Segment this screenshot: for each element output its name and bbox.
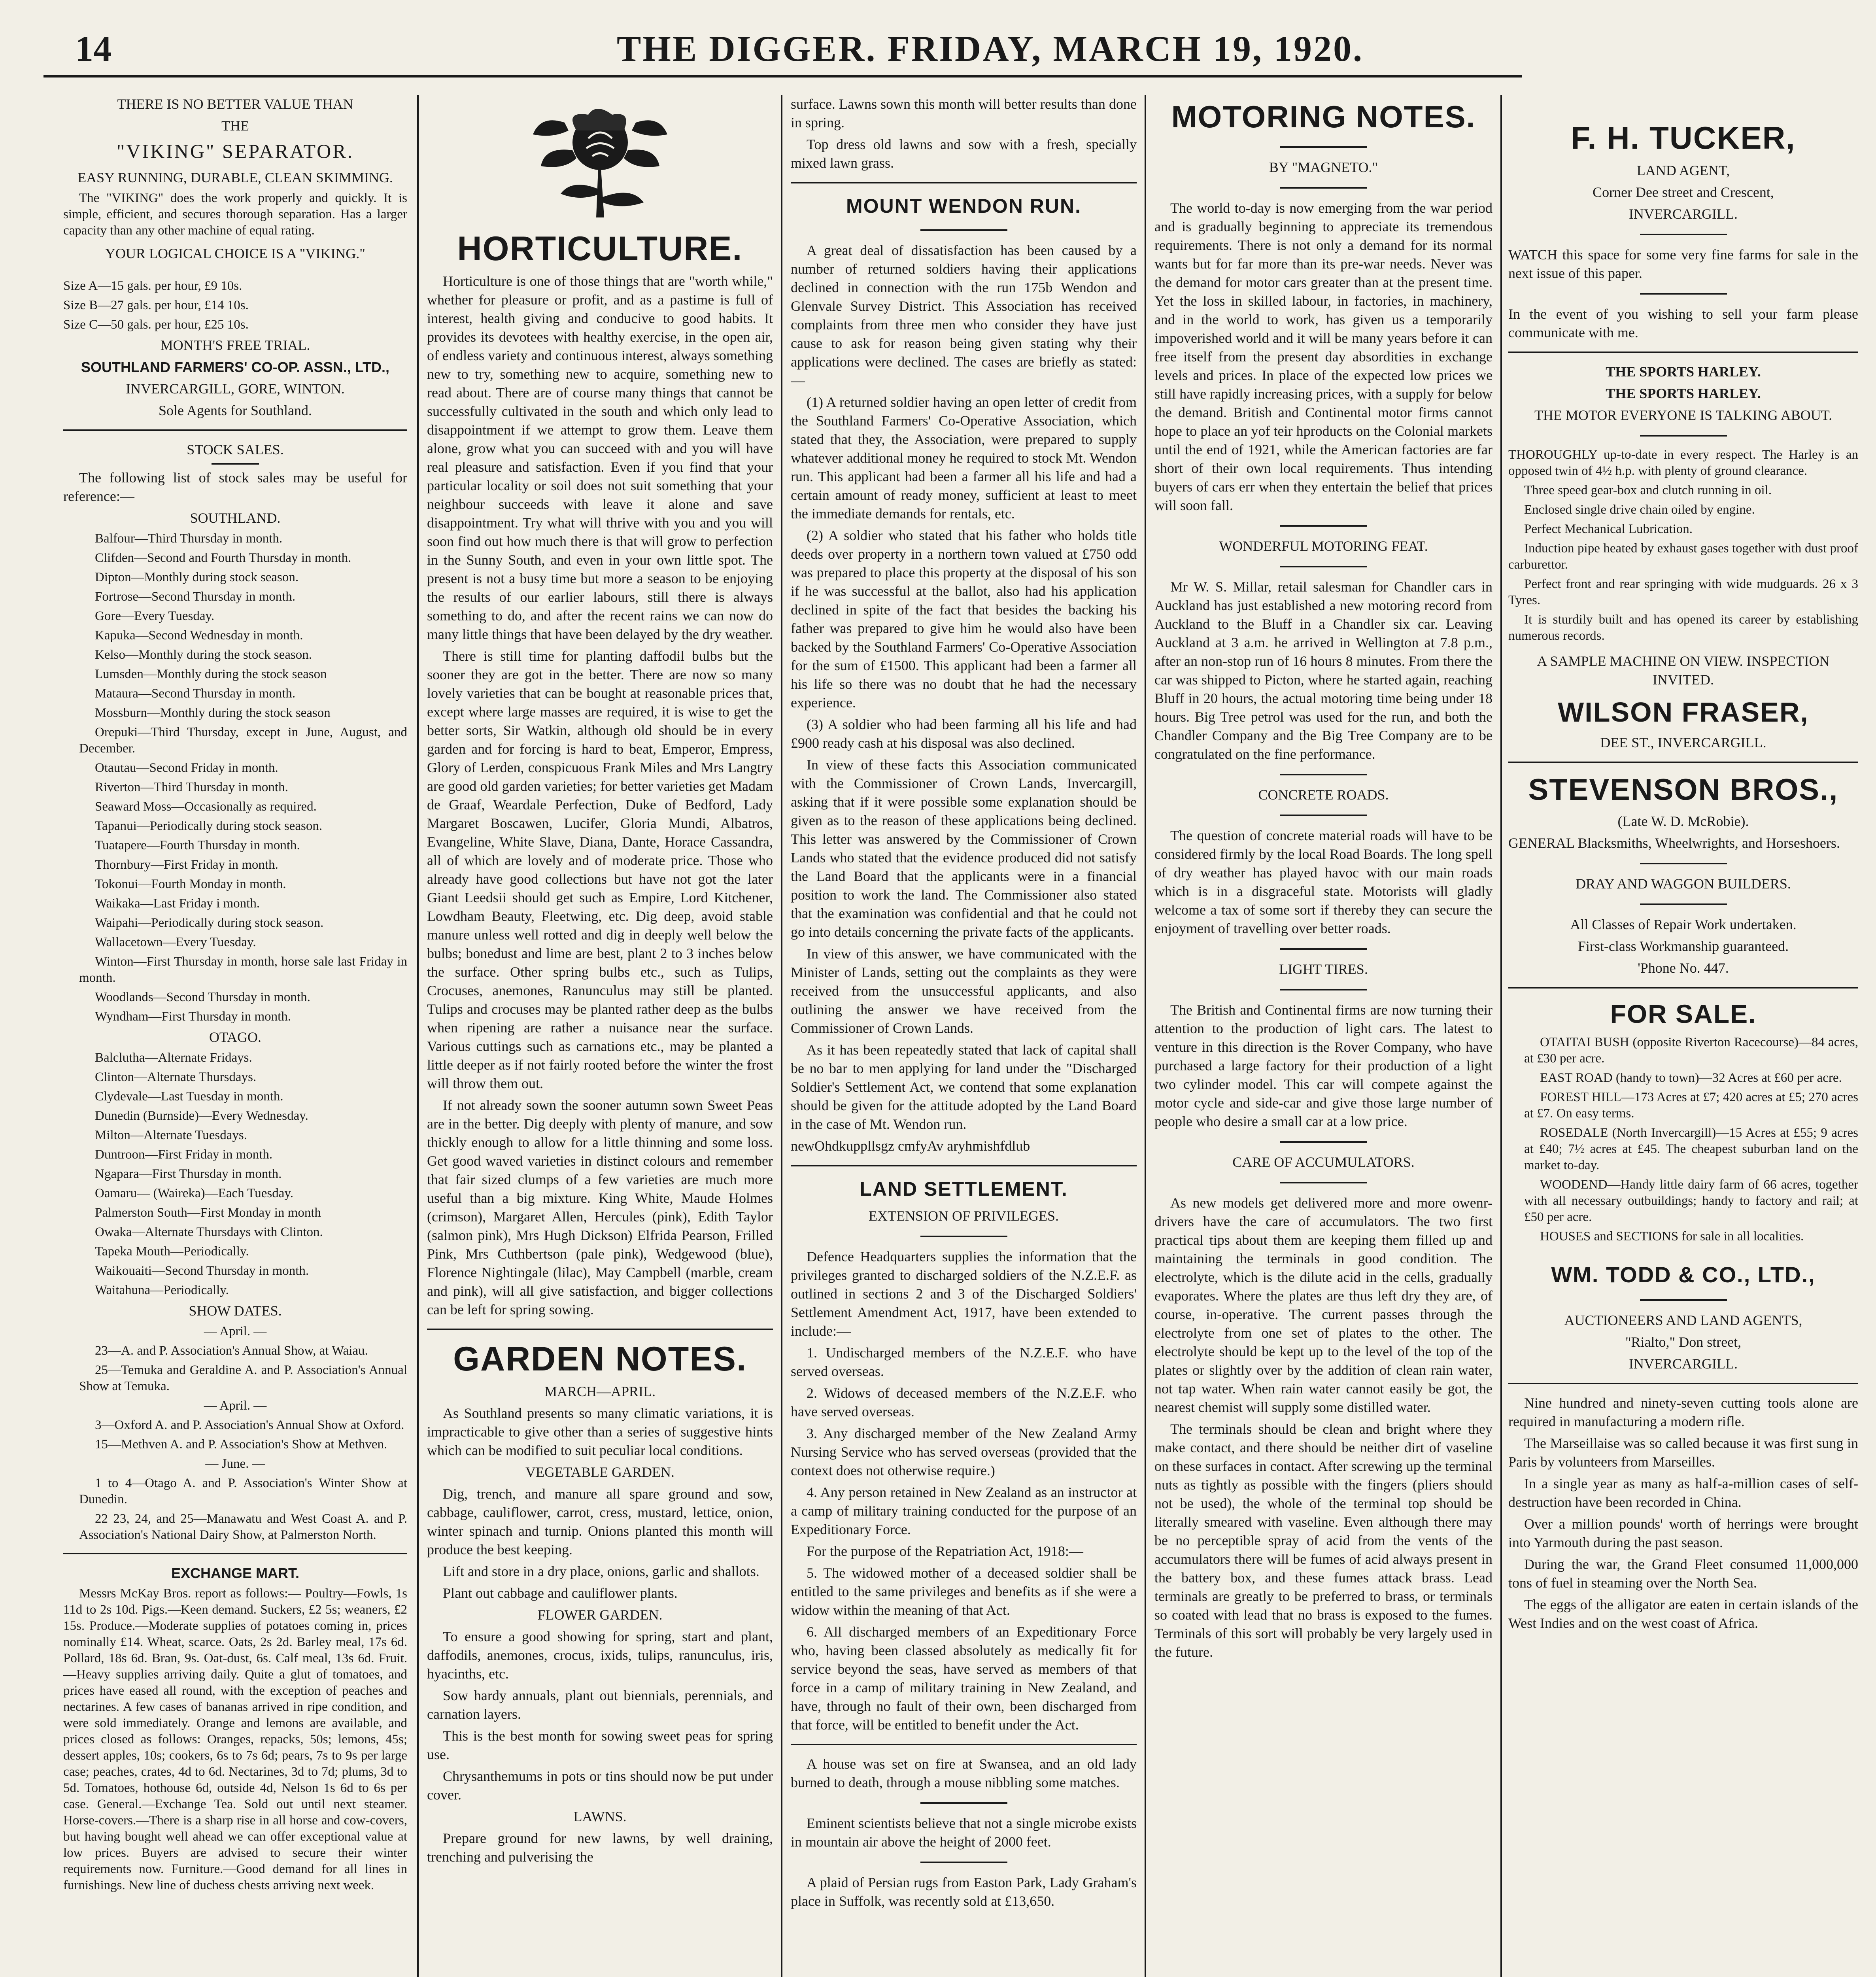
article-paragraph: Lift and store in a dry place, onions, garlic and shallots. [443,1563,759,1579]
divider [1280,774,1367,775]
wendon-heading: MOUNT WENDON RUN. [846,195,1082,217]
stock-intro: The following list of stock sales may be useful for reference:— [63,470,407,504]
list-item: Wyndham—First Thursday in month. [95,1009,291,1024]
feat-heading: WONDERFUL MOTORING FEAT. [1219,538,1428,554]
list-item: Owaka—Alternate Thursdays with Clinton. [95,1225,323,1239]
divider [920,1236,1007,1237]
rose-illustration [517,99,683,221]
list-item: Gore—Every Tuesday. [95,609,215,623]
newspaper-title: THE DIGGER. FRIDAY, MARCH 19, 1920. [617,28,1364,69]
divider [1280,566,1367,567]
list-item: Riverton—Third Thursday in month. [95,780,288,794]
divider [427,1329,773,1330]
motoring-heading: MOTORING NOTES. [1171,99,1476,134]
article-paragraph: Defence Headquarters supplies the information that the privileges granted to discharged soldiers of the N.Z.E.F. as outlined in sections 2 and 3 of the Discharged Soldiers' Settlement Amendment Act, 1917, have been extended to include:— [791,1249,1137,1339]
snippet: The Marseillaise was so called because it was first sung in Paris by volunteers from Marseilles. [1508,1435,1858,1470]
list-item: 25—Temuka and Geraldine A. and P. Association's Annual Show at Temuka. [79,1363,407,1393]
viking-product: "VIKING" SEPARATOR. [116,140,354,162]
list-item: Otautau—Second Friday in month. [95,761,278,775]
garden-heading: GARDEN NOTES. [453,1340,747,1378]
divider [1508,1383,1858,1384]
article-paragraph: Chrysanthemums in pots or tins should now be put under cover. [427,1768,773,1803]
list-item: 1 to 4—Otago A. and P. Association's Winter Show at Dunedin. [79,1476,407,1506]
list-item: Tuatapere—Fourth Thursday in month. [95,838,300,852]
fraser-address: DEE ST., INVERCARGILL. [1600,735,1766,750]
article-paragraph: As Southland presents so many climatic variations, it is impracticable to give other than a series of suggestive hints which can be modified to suit peculiar local conditions. [427,1405,773,1458]
forsale-list [1508,1034,1858,1245]
divider [1640,435,1727,437]
article-paragraph: There is still time for planting daffodil bulbs but the sooner they are got in the better. There are now so many lovely varieties that can be bought at reasonable prices that, except where large masses are required, it is wise to get the better sorts, Sir Watkin, although old should be in every garden and for forcing is hard to beat, Emperor, Empress, Glory of Lerden, conspicuous Frank Miles and Mrs Langtry are good old garden varieties; for better varieties get Madam de Graaf, Weardale Perfection, Duke of Bedford, Lady Margaret Boscawen, Lucifer, Gloria Mundi, Albatros, Evangeline, White Slave, Diana, Dante, Horace Cassandra, all of which are lovely and of moderate price. Those who already have good collections but have not got the later Giant Leedsii should get such as Empire, Lord Kitchener, Lowdham Beauty, Fleetwing, etc. Dig deep, avoid stable manure unless well rotted and dig in deeply well below the bulbs; bonedust and lime are best, plant 2 to 3 inches below the surface. Other spring bulbs etc., such as Tulips, Crocuses, anemones, Ranunculus may still be planted. Tulips and crocuses may be planted rather deep as the bulbs when ripening are rather a nuisance near the surface. Various cuttings such as carnations etc., may be planted a little deeper as if not fairly rooted before the winter the frost will throw them out. [427,648,773,1091]
column-5 [1508,95,1858,1977]
viking-trial: MONTH'S FREE TRIAL. [160,337,310,353]
divider [791,182,1137,183]
southland-list [63,531,407,1025]
divider [920,229,1007,231]
viking-address: INVERCARGILL, GORE, WINTON. [126,381,345,397]
accumulators-heading: CARE OF ACCUMULATORS. [1232,1154,1415,1170]
divider [1508,762,1858,763]
month-label: — April. — [204,1399,267,1413]
stevenson-late: (Late W. D. McRobie). [1617,813,1749,829]
viking-line1: THERE IS NO BETTER VALUE THAN [117,96,353,112]
snippet: The eggs of the alligator are eaten in certain islands of the West Indies and on the west coast of Africa. [1508,1597,1858,1631]
viking-body: The "VIKING" does the work properly and quickly. It is simple, efficient, and secures thorough separation. Has a larger capacity than any other machine of equal rating. [63,191,407,238]
list-item: ROSEDALE (North Invercargill)—15 Acres at £55; 9 acres at £40; 7½ acres at £45. The cheapest suburban land on the market to-day. [1524,1126,1858,1172]
divider [1640,234,1727,235]
list-item: 15—Methven A. and P. Association's Show at Methven. [95,1437,387,1452]
divider [1640,293,1727,295]
article-paragraph: In view of this answer, we have communicated with the Minister of Lands, setting out the complaints as they were received from the unsuccessful applicants, and also outlining the answer we have received from the Commissioner of Crown Lands. [791,946,1137,1036]
list-item: Dipton—Monthly during stock season. [95,570,299,584]
list-item: Orepuki—Third Thursday, except in June, August, and December. [79,725,407,756]
horticulture-heading: HORTICULTURE. [457,230,743,268]
harley-talk: THE MOTOR EVERYONE IS TALKING ABOUT. [1534,407,1833,423]
stevenson-dray: DRAY AND WAGGON BUILDERS. [1576,876,1791,892]
otago-heading: OTAGO. [209,1029,262,1045]
snippet: During the war, the Grand Fleet consumed 11,000,000 tons of fuel in steaming over the North Sea. [1508,1556,1858,1591]
divider [1280,815,1367,816]
list-item: 2. Widows of deceased members of the N.Z.E.F. who have served overseas. [791,1385,1137,1419]
viking-company: SOUTHLAND FARMERS' CO-OP. ASSN., LTD., [81,359,389,375]
list-item: It is sturdily built and has opened its career by establishing numerous records. [1508,612,1858,643]
list-item: EAST ROAD (handy to town)—32 Acres at £60 per acre. [1540,1071,1842,1085]
list-item: Clinton—Alternate Thursdays. [95,1070,257,1084]
tucker-role: LAND AGENT, [1636,163,1730,178]
stock-heading: STOCK SALES. [187,442,284,457]
concrete-heading: CONCRETE ROADS. [1258,787,1389,803]
month-label: — June. — [205,1457,265,1471]
lawns-heading: LAWNS. [573,1809,627,1824]
fraser-name: WILSON FRASER, [1558,697,1809,728]
viking-line2: THE [221,118,249,134]
article-paragraph: (2) A soldier who stated that his father who holds title deeds over property in a northern town valued at £750 odd was prepared to place this property at the disposal of his son if he was successful at the ballot, also had his application declined in spite of the fact that besides the backing his father was prepared to give him he would also have been backed by the Southland Farmers' Co-Operative Association for the sum of £1500. This applicant had been a farmer all his life so there was no doubt that he had the necessary experience. [791,527,1137,711]
tucker-city: INVERCARGILL. [1629,206,1738,222]
garden-subheading: MARCH—APRIL. [544,1384,656,1399]
column-rule [417,95,419,1977]
viking-agents: Sole Agents for Southland. [159,403,312,418]
divider [1640,863,1727,864]
column-3 [791,95,1137,1977]
list-item: Balclutha—Alternate Fridays. [95,1051,252,1065]
article-paragraph: Prepare ground for new lawns, by well draining, trenching and pulverising the [427,1830,773,1865]
list-item: Tapeka Mouth—Periodically. [95,1244,249,1259]
list-item: Wallacetown—Every Tuesday. [95,935,256,949]
list-item: 4. Any person retained in New Zealand as an instructor at a camp of military training conducted for the purpose of an Expeditionary Force. [791,1484,1137,1537]
stevenson-phone: 'Phone No. 447. [1638,960,1729,976]
list-item: Perfect front and rear springing with wide mudguards. 26 x 3 Tyres. [1508,577,1858,607]
article-paragraph: To ensure a good showing for spring, start and plant, daffodils, anemones, crocus, ixids, tulips, ranunculus, iris, hyacinths, etc. [427,1629,773,1682]
divider [920,1862,1007,1863]
list-item: Clydevale—Last Tuesday in month. [95,1089,283,1104]
article-paragraph: The terminals should be clean and bright where they make contact, and there should be neither dirt of vaseline on these surfaces in contact. After screwing up the terminal nuts as tightly as possible with the fingers (pliers should not be used), the whole of the terminal top should be literally smeared with vaseline. Even although there may be no perceptible spray of acid from the vents of the accumulators there will be fumes of acid always present in the battery box, and these fumes attack brass. Lead terminals are greatly to be preferred to brass, or terminals so coated with lead that no brass is exposed to the fumes. Terminals of this sort will probably be very largely used in the future. [1154,1421,1492,1660]
column-rule [1500,95,1502,1977]
divider [1508,352,1858,353]
list-item: Balfour—Third Thursday in month. [95,531,283,546]
list-item: Milton—Alternate Tuesdays. [95,1128,247,1142]
exchange-heading: EXCHANGE MART. [171,1565,300,1581]
tires-heading: LIGHT TIRES. [1279,961,1368,977]
article-paragraph: (1) A returned soldier having an open letter of credit from the Southland Farmers' Co-Operative Association, which stated that they, the Association, were prepared to supply whatever additional money he required to stock Mt. Wendon run. This applicant had been a farmer all his life and had a certain amount of ready money, sufficient at least to meet the immediate demands for rentals, etc. [791,394,1137,522]
list-item: Tokonui—Fourth Monday in month. [95,877,286,891]
stevenson-trade: GENERAL Blacksmiths, Wheelwrights, and Horseshoers. [1508,835,1840,851]
divider [212,463,259,465]
list-item: Three speed gear-box and clutch running in oil. [1524,483,1772,497]
list-item: Palmerston South—First Monday in month [95,1206,321,1220]
list-item: 3. Any discharged member of the New Zealand Army Nursing Service who has served overseas (provided that the context does not otherwise require.) [791,1425,1137,1478]
land-subheading: EXTENSION OF PRIVILEGES. [869,1208,1059,1224]
todd-role: AUCTIONEERS AND LAND AGENTS, [1564,1312,1802,1328]
article-paragraph: surface. Lawns sown this month will better results than done in spring. [791,96,1137,130]
list-item: Perfect Mechanical Lubrication. [1524,522,1693,536]
month-label: — April. — [204,1324,267,1338]
divider [1280,1182,1367,1183]
list-item: FOREST HILL—173 Acres at £7; 420 acres at £5; 270 acres at £7. On easy terms. [1524,1090,1858,1121]
list-item: Dunedin (Burnside)—Every Wednesday. [95,1109,308,1123]
list-item: Mataura—Second Thursday in month. [95,686,296,701]
article-paragraph: If not already sown the sooner autumn sown Sweet Peas are in the better. Dig deeply with plenty of manure, and sow thickly enough to allow for a little thinning and some loss. Get good waved varieties in distinct colours and remember that fair sized clumps of a few varieties are much more useful than a big mixture. King White, Maude Holmes (crimson), Margaret Allen, Hercules (pink), Edith Taylor (salmon pink), Mrs Hugh Dickson) Elfrida Pearson, Frilled Pink, Mrs Cuthbertson (pale pink), Wedgewood (blue), Florence Nightingale (lilac), May Campbell (marble, cream and pink), will all give satisfaction, and bigger collections can be left for spring sowing. [427,1097,773,1317]
stevenson-name: STEVENSON BROS., [1528,773,1838,807]
motoring-byline: BY "MAGNETO." [1269,159,1378,175]
list-item: Enclosed single drive chain oiled by engine. [1524,503,1755,517]
divider [1508,987,1858,988]
divider [1640,1299,1727,1301]
divider [1280,948,1367,950]
list-item: Woodlands—Second Thursday in month. [95,990,310,1004]
snippet: Eminent scientists believe that not a single microbe exists in mountain air above the height of 2000 feet. [791,1815,1137,1850]
garbled-line: newOhdkuppllsgz cmfyAv aryhmishfdlub [791,1138,1030,1154]
divider [1640,903,1727,905]
southland-heading: SOUTHLAND. [190,510,281,526]
list-item: Ngapara—First Thursday in month. [95,1167,282,1181]
harley-sample: A SAMPLE MACHINE ON VIEW. INSPECTION INVITED. [1537,653,1830,688]
article-paragraph: The world to-day is now emerging from the war period and is gradually beginning to appreciate its tremendous requirements. There is not only a demand for its normal wants but for far more than its pre-war needs. Never was the demand for motor cars greater than at the present time. Yet the loss in skilled labour, in factories, in machinery, and in the world to work, has given us a temporarily impoverished world and it will be many years before it can free itself from the present day absordities in exchange levels and prices. In place of the expected low prices we still have rapidly increasing prices, with a supply for below the demand. British and Continental motor firms cannot hope to place an yof teir hproducts on the Colonial markets until the end of 1921, while the American factories are far short of their own local requirements. Thus intending buyers of cars err when they entertain the belief that prices will soon fall. [1154,200,1492,513]
article-paragraph: Horticulture is one of those things that are "worth while," whether for pleasure or profit, and as a pastime is full of interest, health giving and conducive to good habits. It provides its devotees with healthy exercise, in the open air, of endless variety and continuous interest, always something new to try, something new to acquire, something new to read about. There are of course many things that cannot be successfully cultivated in the south and which only lead to disappointment if we attempt to grow them. Leave them alone, grow what you can succeed with and you will have real pleasure and satisfaction. Even if you find that your particular locality or soil does not suit something that your neighbour succeeds with leave it alone and save disappointment. Try what will thrive with you and you will soon find out how much there is that will grow to perfection in the Sunny South, and even in your own little spot. The present is not a busy time but more a season to be enjoying the results of our earlier labours, still there is always something to do, and after the recent rains we can now do many little things that have been delayed by the dry weather. [427,273,773,642]
snippet: A house was set on fire at Swansea, and an old lady burned to death, through a mouse nibbling some matches. [791,1756,1137,1790]
shows-heading: SHOW DATES. [189,1303,282,1319]
article-paragraph: Dig, trench, and manure all spare ground and sow, cabbage, cauliflower, carrot, cress, mustard, lettice, onion, winter spinach and turnip. Onions planted this month will produce the best keeping. [427,1486,773,1557]
snippet: Over a million pounds' worth of herrings were brought into Yarmouth during the past season. [1508,1516,1858,1550]
forsale-heading: FOR SALE. [1610,999,1757,1028]
list-item: Winton—First Thursday in month, horse sale last Friday in month. [79,954,407,985]
harley-headline: THE SPORTS HARLEY. [1606,386,1761,401]
article-paragraph: (3) A soldier who had been farming all his life and had £900 ready cash at his disposal was also declined. [791,716,1137,751]
divider [63,429,407,431]
divider [1280,187,1367,189]
list-item: 23—A. and P. Association's Annual Show, at Waiau. [95,1344,368,1358]
veg-heading: VEGETABLE GARDEN. [525,1464,675,1480]
list-item: Clifden—Second and Fourth Thursday in month. [95,551,351,565]
column-rule [781,95,782,1977]
todd-name: WM. TODD & CO., LTD., [1551,1262,1816,1287]
divider [1280,989,1367,990]
stevenson-first: First-class Workmanship guaranteed. [1578,938,1789,954]
harley-headline: THE SPORTS HARLEY. [1606,364,1761,380]
viking-size: Size A—15 gals. per hour, £9 10s. [63,279,242,293]
divider [63,1553,407,1554]
list-item: Kelso—Monthly during the stock season. [95,648,312,662]
list-item: 5. The widowed mother of a deceased soldier shall be entitled to the same privileges and benefits as if she were a widow within the meaning of that Act. [791,1565,1137,1618]
divider [920,1802,1007,1804]
divider [791,1165,1137,1166]
land-heading: LAND SETTLEMENT. [860,1178,1068,1200]
column-1 [63,95,407,1977]
viking-choice: YOUR LOGICAL CHOICE IS A "VIKING." [105,246,366,261]
article-paragraph: As it has been repeatedly stated that lack of capital shall be no bar to men applying for land under the "Discharged Soldier's Settlement Act, we contend that some explanation should be given for the attitude adopted by the Land Board in the case of Mt. Wendon run. [791,1042,1137,1132]
article-paragraph: In view of these facts this Association communicated with the Commissioner of Crown Lands, Invercargill, asking that if it were possible some explanation should be given as to the reason of these applications being declined. This letter was answered by the Commissioner of Crown Lands who stated that the evidence produced did not satisfy the Land Board that the applicants were in a financial position to work the land. The Commissioner also stated that the examination was confidential and that he could not go into details concerning the private facts of the applicants. [791,757,1137,940]
page-number: 14 [75,28,111,69]
article-paragraph: The question of concrete material roads will have to be considered firmly by the local Road Boards. The long spell of dry weather has played havoc with our main roads which is in a disgraceful state. Motorists will gladly welcome a tax of some sort if thereby they can secure the enjoyment of travelling over better roads. [1154,828,1492,936]
masthead [43,16,1522,77]
column-2 [427,95,773,1977]
list-item: Fortrose—Second Thursday in month. [95,590,296,604]
article-paragraph: As new models get delivered more and more owenr-drivers have the care of accumulators. The two first practical tips about them are keeping them filled up and maintaining the terminals in good condition. The electrolyte, which is the dilute acid in the cells, gradually evaporates. Where the plates are thus left dry they are, of course, in-operative. The current passes through the electrolyte from one set of plates to the other. The electrolyte should be kept up to the level of the top of the plates or slightly over by the addition of clean rain water, not tap water. When rain water cannot easily be got, the nearest chemist will supply some distilled water. [1154,1195,1492,1415]
article-paragraph: Mr W. S. Millar, retail salesman for Chandler cars in Auckland has just established a new motoring record from Auckland to the Bluff in a Chandler six car. Leaving Auckland at 3 a.m. he arrived in Wellington at 7.8 p.m., after an non-stop run of 16 hours 8 minutes. From there the car was shipped to Picton, where he started again, reaching Bluff in 20 hours, the actual motoring time being under 18 hours. Big Tree petrol was used for the run, and both the Chandler Company and the Big Tree Company are to be congratulated on the fine performance. [1154,579,1492,762]
harley-intro: THOROUGHLY up-to-date in every respect. The Harley is an opposed twin of 4½ h.p. with plenty of ground clearance. [1508,448,1858,478]
list-item: Waikouaiti—Second Thursday in month. [95,1264,309,1278]
list-item: Oamaru— (Waireka)—Each Tuesday. [95,1186,293,1200]
article-paragraph: Plant out cabbage and cauliflower plants. [443,1585,678,1601]
list-item: Kapuka—Second Wednesday in month. [95,628,303,643]
article-paragraph: A great deal of dissatisfaction has been caused by a number of returned soldiers having their applications declined in connection with the run 175b Wendon and Glenvale Survey District. This Association has received complaints from three men who consider they have just cause to ask for reason being given stating why their applications were declined. The cases are briefly as stated:— [791,242,1137,388]
show-dates [63,1323,407,1543]
flower-heading: FLOWER GARDEN. [537,1607,663,1623]
stevenson-repair: All Classes of Repair Work undertaken. [1570,917,1797,932]
divider [1280,1141,1367,1143]
list-item: Induction pipe heated by exhaust gases together with dust proof carburettor. [1508,541,1858,572]
list-item: Waitahuna—Periodically. [95,1283,229,1297]
todd-address: "Rialto," Don street, [1625,1334,1742,1350]
article-paragraph: The British and Continental firms are now turning their attention to the production of light cars. The latest to venture in this direction is the Rover Company, who have purchased a large factory for their production of a light two cylinder model. This car will compete against the motor cycle and side-car and give those large number of people who desire a small car at a low price. [1154,1002,1492,1129]
divider [1280,525,1367,527]
list-item: Seaward Moss—Occasionally as required. [95,799,317,814]
tucker-sell: In the event of you wishing to sell your farm please communicate with me. [1508,306,1858,340]
list-item: 22 23, 24, and 25—Manawatu and West Coast A. and P. Association's National Dairy Show, at Palmerston North. [79,1512,407,1542]
tucker-watch: WATCH this space for some very fine farms for sale in the next issue of this paper. [1508,247,1858,281]
otago-list [63,1050,407,1298]
snippet: Nine hundred and ninety-seven cutting tools alone are required in manufacturing a modern rifle. [1508,1395,1858,1429]
article-paragraph: Top dress old lawns and sow with a fresh, specially mixed lawn grass. [791,136,1137,171]
article-paragraph: Sow hardy annuals, plant out biennials, perennials, and carnation layers. [427,1688,773,1722]
article-paragraph: This is the best month for sowing sweet peas for spring use. [427,1728,773,1762]
list-item: HOUSES and SECTIONS for sale in all localities. [1540,1229,1804,1244]
list-item: For the purpose of the Repatriation Act, 1918:— [807,1543,1083,1559]
tucker-name: F. H. TUCKER, [1571,120,1796,155]
divider [791,1744,1137,1745]
list-item: WOODEND—Handy little dairy farm of 66 acres, together with all necessary outbuildings; handy to factory and rail; at £50 per acre. [1524,1178,1858,1224]
list-item: OTAITAI BUSH (opposite Riverton Racecourse)—84 acres, at £30 per acre. [1524,1035,1858,1066]
viking-tag: EASY RUNNING, DURABLE, CLEAN SKIMMING. [77,170,393,185]
list-item: Waipahi—Periodically during stock season. [95,916,324,930]
viking-size: Size B—27 gals. per hour, £14 10s. [63,298,249,312]
list-item: 3—Oxford A. and P. Association's Annual Show at Oxford. [95,1418,404,1432]
exchange-body: Messrs McKay Bros. report as follows:— Poultry—Fowls, 1s 11d to 2s 10d. Pigs.—Keen demand. Suckers, £2 5s; weaners, £2 15s. Produce.—Moderate supplies of potatoes coming in, prices nominally £14. Wheat, scarce. Oats, 2s 2d. Barley meal, 17s 6d. Pollard, 18s 6d. Bran, 9s. Oat-dust, 6s. Calf meal, 13s 6d. Fruit.—Heavy supplies arriving daily. Quite a glut of tomatoes, and prices have eased all round, with the exception of peaches and nectarines. A few cases of bananas arrived in ripe condition, and were sold immediately. Orange and lemons are available, and prices closed as follows: Oranges, repacks, 50s; lemons, 45s; dessert apples, 10s; cookers, 6s to 7s 6d; pears, 7s to 9s per large case; peaches, crates, 4d to 6d. Nectarines, 3d to 7d; plums, 3d to 5d. Tomatoes, hothouse 6d, outside 4d, Nelson 1s 6d to 6s per case. General.—Exchange Tea. Sold out until next steamer. Horse-covers.—There is a sharp rise in all horse and cow-covers, but having bought well ahead we can offer exceptional value at low prices. Buyers are advised to secure their winter requirements now. Furniture.—Good demand for all lines in furnishings. New line of duchess chests arriving next week. [63,1586,407,1892]
snippet: A plaid of Persian rugs from Easton Park, Lady Graham's place in Suffolk, was recently sold at £13,650. [791,1875,1137,1909]
list-item: Waikaka—Last Friday i month. [95,896,260,911]
list-item: Tapanui—Periodically during stock season. [95,819,323,833]
viking-size: Size C—50 gals. per hour, £25 10s. [63,318,249,332]
column-rule [1145,95,1146,1977]
list-item: Lumsden—Monthly during the stock season [95,667,327,681]
column-4 [1154,95,1492,1977]
list-item: Thornbury—First Friday in month. [95,858,278,872]
tucker-address: Corner Dee street and Crescent, [1593,184,1774,200]
list-item: Duntroon—First Friday in month. [95,1147,273,1162]
snippet: In a single year as many as half-a-million cases of self-destruction have been recorded in China. [1508,1476,1858,1510]
list-item: 1. Undischarged members of the N.Z.E.F. who have served overseas. [791,1345,1137,1379]
divider [1280,146,1367,148]
list-item: Mossburn—Monthly during the stock season [95,706,331,720]
list-item: 6. All discharged members of an Expeditionary Force who, having been classed absolutely as medically fit for service beyond the seas, have served as members of that force in a camp of military training in New Zealand, and have, through no fault of their own, been discharged from that force, will be entitled to benefit under the Act. [791,1624,1137,1733]
todd-city: INVERCARGILL. [1629,1356,1738,1372]
